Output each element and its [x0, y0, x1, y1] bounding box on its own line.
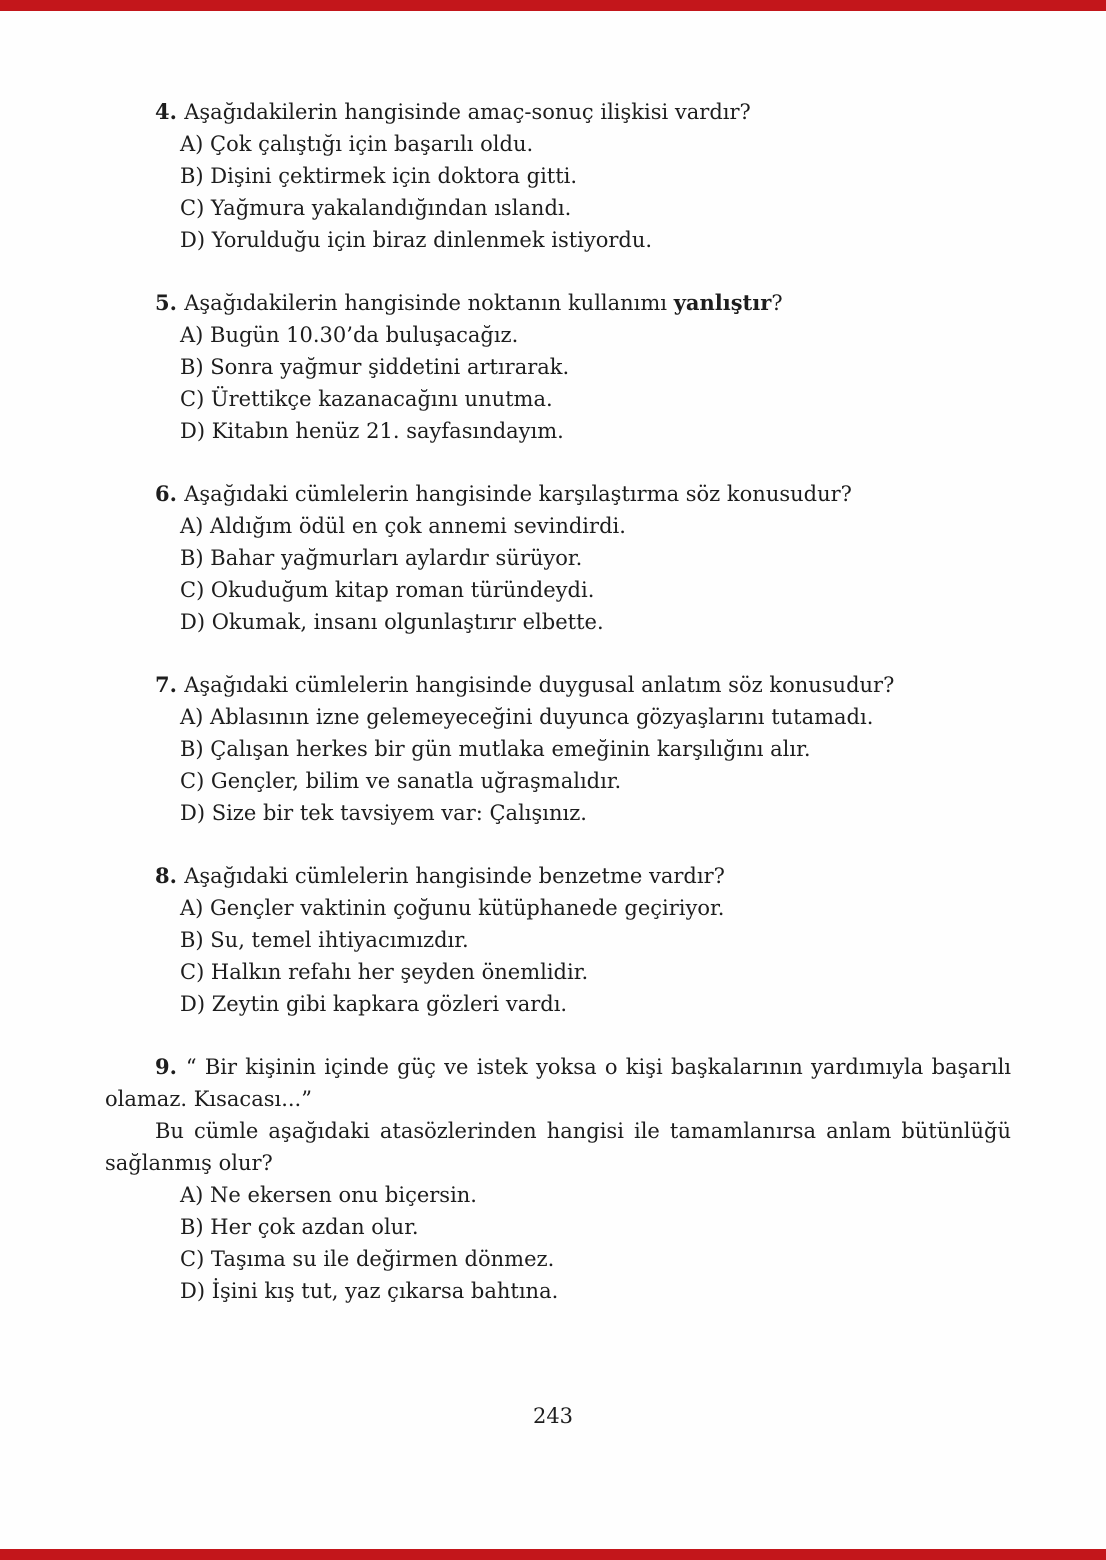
option-item: A) Ne ekersen onu biçersin.	[180, 1183, 477, 1207]
options-list	[180, 319, 1011, 447]
options-list	[180, 1179, 1011, 1307]
question-segment: Aşağıdaki cümlelerin hangisinde benzetme vardır?	[184, 864, 725, 888]
question-block	[105, 287, 1011, 447]
options-list	[180, 892, 1011, 1020]
option-item: B) Her çok azdan olur.	[180, 1215, 419, 1239]
option-item: C) Halkın refahı her şeyden önemlidir.	[180, 960, 589, 984]
question-block	[105, 669, 1011, 829]
option-item: B) Çalışan herkes bir gün mutlaka emeğinin karşılığını alır.	[180, 737, 811, 761]
bottom-border-bar	[0, 1549, 1106, 1560]
question-text	[105, 669, 1011, 701]
question-segment: Aşağıdakilerin hangisinde noktanın kullanımı	[184, 291, 674, 315]
option-item: C) Taşıma su ile değirmen dönmez.	[180, 1247, 555, 1271]
question-text	[105, 860, 1011, 892]
question-text	[105, 287, 1011, 319]
option-item: B) Dişini çektirmek için doktora gitti.	[180, 164, 578, 188]
question-number: 8.	[155, 863, 185, 888]
option-item: C) Ürettikçe kazanacağını unutma.	[180, 387, 553, 411]
question-number: 9.	[155, 1054, 186, 1079]
question-number: 7.	[155, 672, 185, 697]
question-block	[105, 478, 1011, 638]
question-segment: Aşağıdaki cümlelerin hangisinde karşılaştırma söz konusudur?	[184, 482, 852, 506]
options-list	[180, 128, 1011, 256]
option-item: D) İşini kış tut, yaz çıkarsa bahtına.	[180, 1279, 559, 1303]
option-item: C) Yağmura yakalandığından ıslandı.	[180, 196, 572, 220]
option-item: D) Okumak, insanı olgunlaştırır elbette.	[180, 610, 604, 634]
questions-list	[105, 96, 1011, 1338]
option-item: A) Ablasının izne gelemeyeceğini duyunca gözyaşlarını tutamadı.	[180, 705, 874, 729]
option-item: D) Yorulduğu için biraz dinlenmek istiyordu.	[180, 228, 653, 252]
option-item: B) Sonra yağmur şiddetini artırarak.	[180, 355, 570, 379]
option-item: D) Zeytin gibi kapkara gözleri vardı.	[180, 992, 568, 1016]
question-number: 4.	[155, 99, 185, 124]
question-followup: Bu cümle aşağıdaki atasözlerinden hangisi ile tamamlanırsa anlam bütünlüğü sağlanmış olur?	[105, 1119, 1011, 1175]
question-block	[105, 96, 1011, 256]
option-item: B) Su, temel ihtiyacımızdır.	[180, 928, 469, 952]
question-number: 5.	[155, 290, 185, 315]
question-segment: Aşağıdakilerin hangisinde amaç-sonuç ilişkisi vardır?	[184, 100, 751, 124]
option-item: C) Okuduğum kitap roman türündeydi.	[180, 578, 595, 602]
option-item: D) Size bir tek tavsiyem var: Çalışınız.	[180, 801, 587, 825]
question-segment: ?	[771, 291, 783, 315]
question-text	[105, 96, 1011, 128]
question-text	[105, 1051, 1011, 1115]
question-block	[105, 860, 1011, 1020]
option-item: A) Gençler vaktinin çoğunu kütüphanede geçiriyor.	[180, 896, 725, 920]
question-text	[105, 478, 1011, 510]
question-block	[105, 1051, 1011, 1307]
question-segment: “ Bir kişinin içinde güç ve istek yoksa o kişi başkalarının yardımıyla başarılı olamaz. Kısacası...”	[105, 1055, 1012, 1111]
option-item: D) Kitabın henüz 21. sayfasındayım.	[180, 419, 564, 443]
option-item: A) Bugün 10.30’da buluşacağız.	[180, 323, 519, 347]
question-number: 6.	[155, 481, 185, 506]
options-list	[180, 510, 1011, 638]
question-segment: Aşağıdaki cümlelerin hangisinde duygusal anlatım söz konusudur?	[184, 673, 895, 697]
top-border-bar	[0, 0, 1106, 11]
option-item: C) Gençler, bilim ve sanatla uğraşmalıdır.	[180, 769, 622, 793]
options-list	[180, 701, 1011, 829]
option-item: A) Aldığım ödül en çok annemi sevindirdi.	[180, 514, 626, 538]
option-item: B) Bahar yağmurları aylardır sürüyor.	[180, 546, 583, 570]
page-number: 243	[532, 1404, 574, 1428]
question-emphasis: yanlıştır	[673, 290, 772, 315]
option-item: A) Çok çalıştığı için başarılı oldu.	[180, 132, 534, 156]
